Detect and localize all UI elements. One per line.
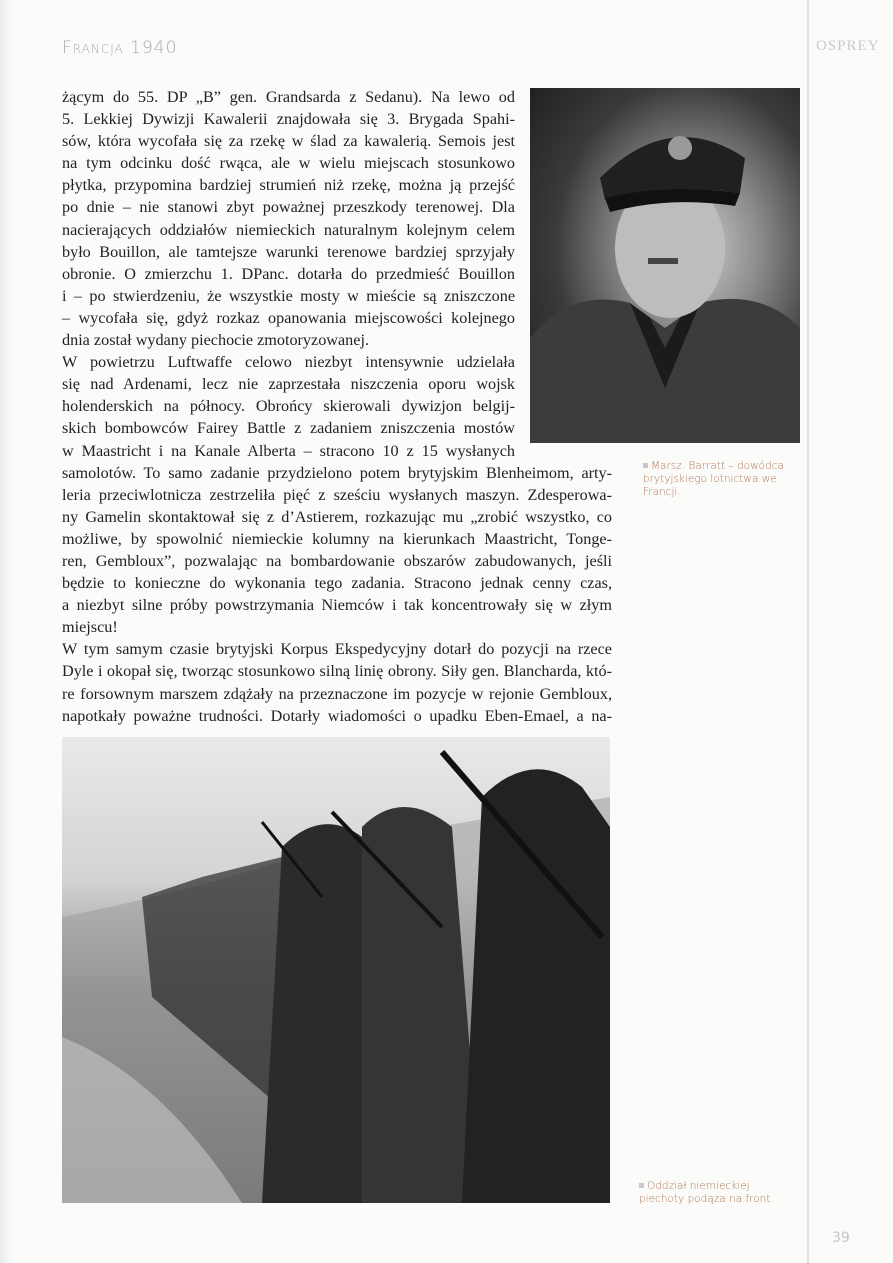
text-line: Dyle i okopał się, tworząc stosunkowo silną linię obrony. Siły gen. Blancharda, któ- — [62, 662, 612, 681]
scan-edge-shadow — [0, 0, 14, 1263]
text-line: re forsownym marszem zdążały na przeznaczone im pozycje w rejonie Gembloux, — [62, 684, 612, 703]
text-line: ren, Gembloux”, pozwalając na bombardowanie obszarów zabudowanych, jeśli — [62, 551, 612, 570]
text-line: się nad Ardenami, lecz nie zaprzestała niszczenia oporu wojsk — [62, 375, 515, 394]
text-line: po dnie – nie stanowi zbyt poważnej przeszkody terenowej. Dla — [62, 198, 515, 217]
text-line: W powietrzu Luftwaffe celowo niezbyt intensywnie udzielała — [62, 353, 515, 372]
text-line: dnia został wydany piechocie zmotoryzowanej. — [62, 331, 370, 350]
text-line: płytka, przypomina bardziej strumień niż rzekę, można ją przejść — [62, 176, 515, 195]
text-line: żącym do 55. DP „B” gen. Grandsarda z Sedanu). Na lewo od — [62, 88, 515, 106]
text-line: – wycofała się, gdyż rozkaz opanowania miejscowości kolejnego — [62, 308, 515, 327]
text-line: było Bouillon, ale tamtejsze warunki terenowe bardziej sprzyjały — [62, 242, 515, 261]
text-line: skich bombowców Fairey Battle z zadaniem zniszczenia mostów — [62, 419, 515, 438]
portrait-photo — [530, 88, 800, 443]
text-line: 5. Lekkiej Dywizji Kawalerii znajdowała się 3. Brygada Spahi- — [62, 110, 515, 129]
text-line: leria przeciwlotnicza zestrzeliła pięć z sześciu wysłanych maszyn. Zdesperowa- — [62, 485, 612, 504]
text-line: miejscu! — [62, 618, 118, 637]
text-line: W tym samym czasie brytyjski Korpus Ekspedycyjny dotarł do pozycji na rzece — [62, 640, 612, 659]
infantry-caption-text: Oddział niemieckiej piechoty podąża na front. — [639, 1180, 774, 1205]
caption-bullet-icon — [639, 1183, 644, 1188]
portrait-caption-text: Marsz. Barratt – dowódca brytyjskiego lotnictwa we Francji. — [643, 460, 784, 498]
infantry-photo — [62, 737, 610, 1203]
page-number: 39 — [832, 1230, 850, 1246]
infantry-caption — [639, 1180, 789, 1206]
running-title: Francja 1940 — [62, 38, 178, 58]
text-line: ny Gamelin skontaktował się z d’Astierem, rozkazując mu „zrobić wszystko, co — [62, 507, 612, 526]
text-line: napotkały poważne trudności. Dotarły wiadomości o upadku Eben-Emael, a na- — [62, 706, 612, 725]
portrait-illustration — [530, 88, 800, 443]
infantry-illustration — [62, 737, 610, 1203]
text-line: samolotów. To samo zadanie przydzielono potem brytyjskim Blenheimom, arty- — [62, 463, 612, 482]
text-line: obronie. O zmierzchu 1. DPanc. dotarła do przedmieść Bouillon — [62, 264, 515, 283]
portrait-caption — [643, 460, 793, 499]
publisher-logo: OSPREY — [816, 38, 880, 54]
text-line: holenderskich na północy. Obrońcy skierowali dywizjon belgij- — [62, 397, 515, 416]
text-line: a niezbyt silne próby powstrzymania Niemców i tak koncentrowały się w złym — [62, 596, 612, 615]
text-line: na tym odcinku dość rwąca, ale w wielu miejscach stosunkowo — [62, 154, 515, 173]
caption-bullet-icon — [643, 463, 648, 468]
text-line: możliwe, by spowolnić niemieckie kolumny na kierunkach Maastricht, Tonge- — [62, 529, 612, 548]
text-line: nacierających oddziałów niemieckich naturalnym kolejnym celem — [62, 220, 515, 239]
text-line: będzie to konieczne do wykonania tego zadania. Stracono jednak cenny czas, — [62, 574, 612, 593]
text-line: sów, która wycofała się za rzekę w ślad za kawalerią. Semois jest — [62, 132, 515, 151]
text-line: i – po stwierdzeniu, że wszystkie mosty w mieście są zniszczone — [62, 286, 515, 305]
text-line: w Maastricht i na Kanale Alberta – stracono 10 z 15 wysłanych — [62, 441, 515, 460]
margin-rule — [807, 0, 809, 1263]
